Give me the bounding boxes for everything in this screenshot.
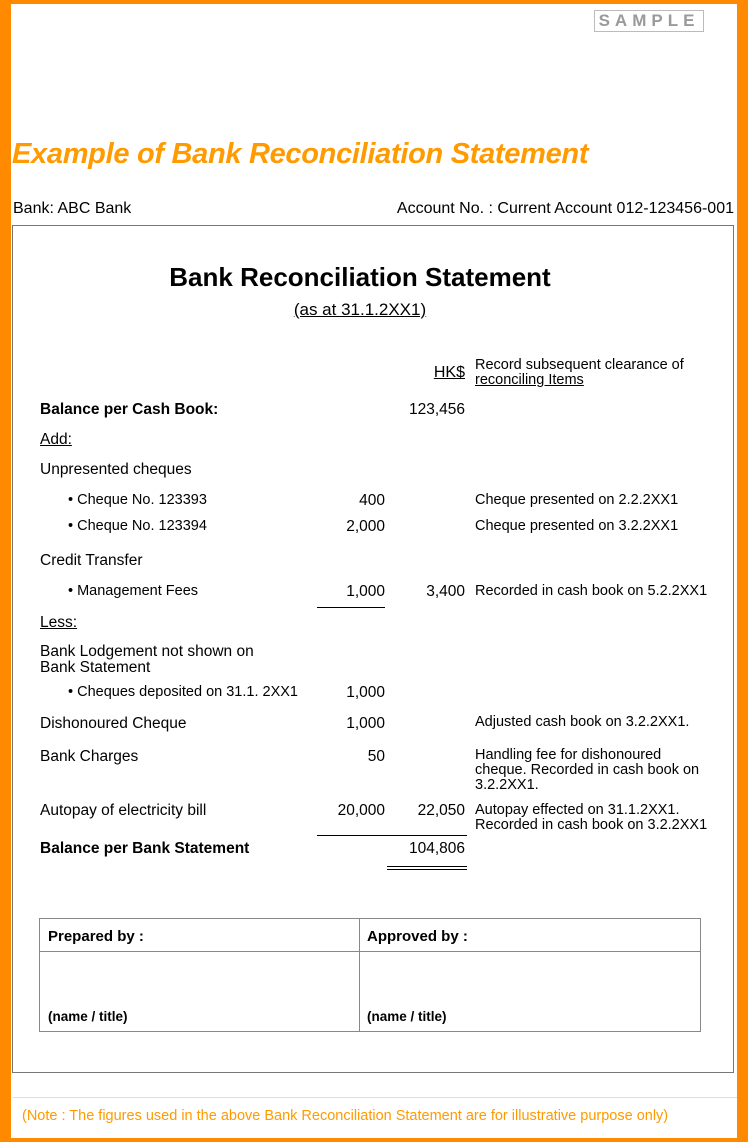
less-heading: Less: [40, 614, 78, 631]
bank-charges-note-line2: cheque. Recorded in cash book on [475, 762, 700, 778]
add-total-value: 3,400 [426, 583, 465, 600]
add-heading: Add: [40, 431, 72, 448]
dishonoured-cheque-label: Dishonoured Cheque [40, 715, 187, 732]
management-fees-note: Recorded in cash book on 5.2.2XX1 [475, 583, 708, 599]
balance-bank-label: Balance per Bank Statement [40, 840, 250, 857]
page-title: Example of Bank Reconciliation Statement [12, 138, 589, 170]
approved-by-cell [359, 919, 700, 1031]
cheques-deposited-label: • Cheques deposited on 31.1. 2XX1 [68, 684, 298, 700]
lodgement-heading-line2: Bank Statement [40, 659, 151, 676]
account-number: Account No. : Current Account 012-123456-001 [396, 200, 734, 217]
notes-header-line1: Record subsequent clearance of [475, 357, 684, 373]
bank-charges-value: 50 [367, 748, 385, 765]
management-fees-label: • Management Fees [68, 583, 199, 599]
unpresented-heading: Unpresented cheques [40, 461, 192, 478]
sample-watermark: SAMPLE [594, 10, 704, 32]
cheques-deposited-value: 1,000 [346, 684, 385, 701]
statement-date: (as at 31.1.2XX1) [293, 300, 427, 319]
cheque-2-note: Cheque presented on 3.2.2XX1 [475, 518, 679, 534]
autopay-note-line2: Recorded in cash book on 3.2.2XX1 [475, 817, 708, 833]
prepared-by-name: (name / title) [48, 1009, 128, 1024]
notes-header-line2: reconciling Items [475, 372, 584, 388]
cheque-2-label: • Cheque No. 123394 [68, 518, 207, 534]
autopay-note [475, 803, 707, 833]
subtotal-rule-add [317, 607, 385, 608]
double-rule-top [387, 866, 467, 867]
management-fees-value: 1,000 [346, 583, 385, 600]
approved-by-name: (name / title) [367, 1009, 447, 1024]
balance-bank-value: 104,806 [408, 840, 465, 857]
double-rule-bottom [387, 869, 467, 870]
currency-header: HK$ [433, 364, 465, 381]
prepared-by-cell [40, 919, 360, 1031]
signoff-table [39, 918, 701, 1032]
balance-cash-book-value: 123,456 [408, 401, 465, 418]
autopay-value: 20,000 [337, 802, 385, 819]
lodgement-heading-line1: Bank Lodgement not shown on [40, 643, 254, 660]
lodgement-heading [40, 644, 254, 676]
less-total-value: 22,050 [417, 802, 465, 819]
bank-charges-note-line3: 3.2.2XX1. [475, 777, 539, 793]
bank-charges-label: Bank Charges [40, 748, 139, 765]
cheque-2-value: 2,000 [346, 518, 385, 535]
credit-transfer-heading: Credit Transfer [40, 552, 143, 569]
cheque-1-note: Cheque presented on 2.2.2XX1 [475, 492, 679, 508]
balance-cash-book-label: Balance per Cash Book: [40, 401, 219, 418]
prepared-by-label: Prepared by : [40, 919, 359, 952]
cheque-1-value: 400 [359, 492, 385, 509]
subtotal-rule-less [317, 835, 467, 836]
statement-title: Bank Reconciliation Statement [169, 262, 551, 292]
notes-header [475, 358, 684, 388]
approved-by-label: Approved by : [359, 919, 700, 952]
autopay-label: Autopay of electricity bill [40, 802, 207, 819]
autopay-note-line1: Autopay effected on 31.1.2XX1. [475, 802, 680, 818]
cheque-1-label: • Cheque No. 123393 [68, 492, 207, 508]
footnote: (Note : The figures used in the above Bank Reconciliation Statement are for illustrative purpose only) [22, 1108, 669, 1124]
dishonoured-cheque-note: Adjusted cash book on 3.2.2XX1. [475, 714, 690, 730]
dishonoured-cheque-value: 1,000 [346, 715, 385, 732]
bank-name: Bank: ABC Bank [13, 200, 132, 217]
bank-charges-note [475, 748, 699, 793]
bank-charges-note-line1: Handling fee for dishonoured [475, 747, 662, 763]
